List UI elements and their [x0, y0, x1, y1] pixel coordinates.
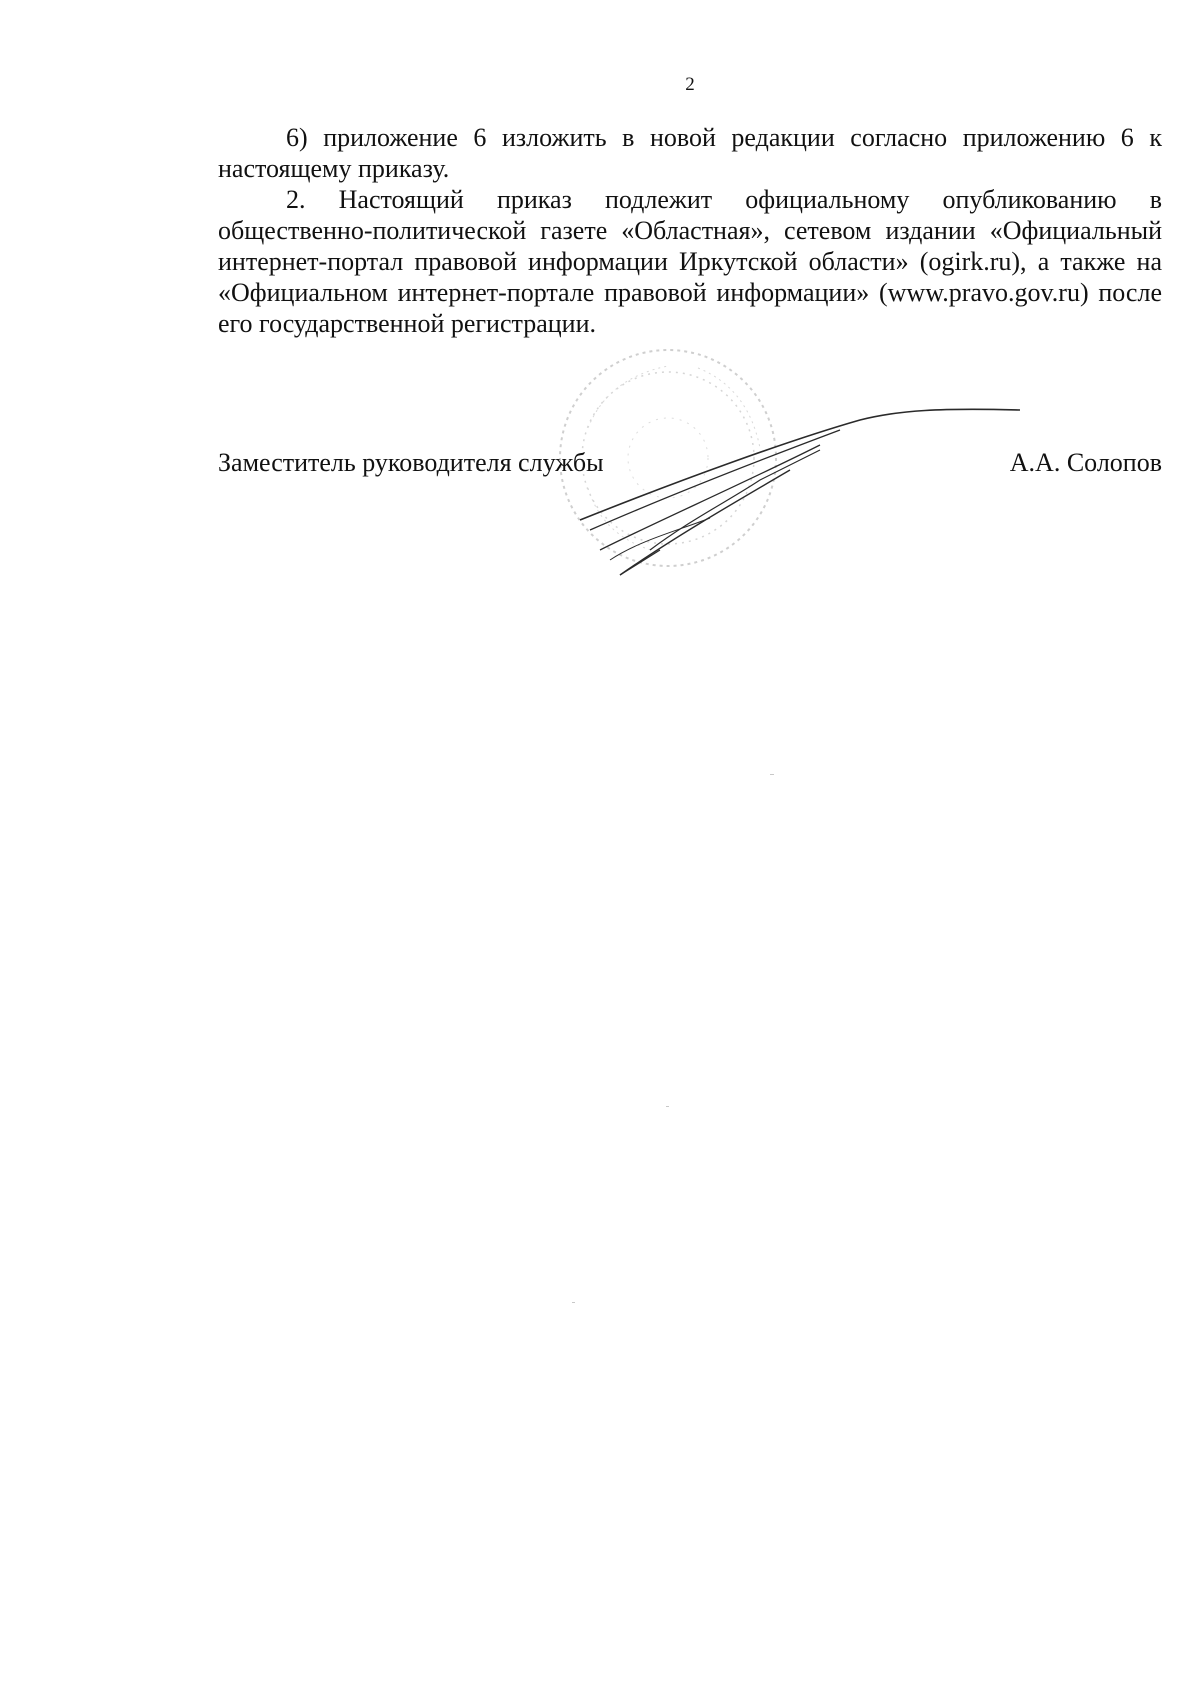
paragraph-item-6: 6) приложение 6 изложить в новой редакции согласно приложению 6 к настоящему приказу. — [218, 123, 1162, 183]
document-body — [218, 122, 1162, 339]
page-number: 2 — [685, 74, 695, 95]
paragraph-publication: 2. Настоящий приказ подлежит официальному опубликованию в общественно-политической газете «Областная», сетевом издании «Официальный интернет-портал правовой информации Иркутской области» (ogirk.ru), а также на «Официальном интернет-портале правовой информации» (www.pravo.gov.ru) после его государственной регистрации. — [218, 185, 1162, 338]
signatory-position: Заместитель руководителя службы — [218, 448, 604, 477]
scan-speck — [572, 1302, 575, 1303]
handwritten-signature-icon — [560, 400, 1040, 590]
signatory-name: А.А. Солопов — [1009, 448, 1162, 477]
scan-speck — [770, 774, 774, 775]
scan-speck — [666, 1106, 669, 1107]
